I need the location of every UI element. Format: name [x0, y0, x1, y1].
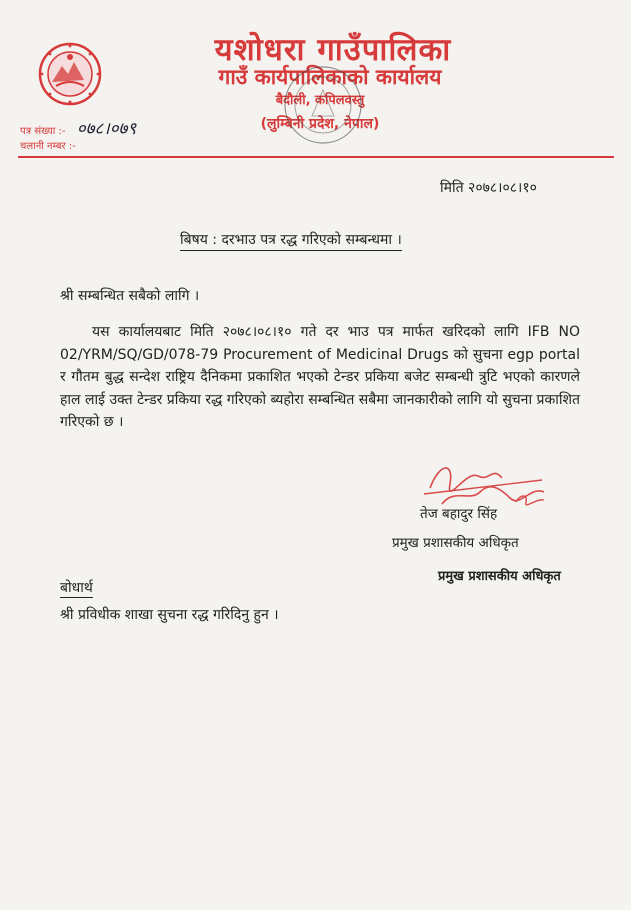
reference-number: [20, 116, 136, 139]
letter-date: मिति २०७८।०८।१०: [440, 180, 537, 196]
signer-title: प्रमुख प्रशासकीय अधिकृत: [392, 535, 519, 551]
dispatch-number: [20, 138, 76, 152]
municipality-name: यशोधरा गाउँपालिका: [214, 32, 452, 68]
cc-recipient: श्री प्रविधीक शाखा सुचना रद्ध गरिदिनु हुन ।: [60, 607, 279, 623]
cc-heading: बोधार्थ: [60, 580, 93, 596]
reference-number-label: पत्र संख्या :-: [20, 126, 66, 137]
office-place: बैदौली, कपिलवस्तु: [275, 93, 365, 108]
letter-subject: बिषय : दरभाउ पत्र रद्ध गरिएको सम्बन्धमा ।: [180, 230, 402, 251]
designation-stamp: प्रमुख प्रशासकीय अधिकृत: [438, 569, 561, 584]
signer-name: तेज बहादुर सिंह: [420, 506, 498, 522]
letter-salutation: श्री सम्बन्धित सबैको लागि ।: [60, 288, 200, 304]
letter-body: यस कार्यालयबाट मिति २०७८।०८।१० गते दर भाउ पत्र मार्फत खरिदको लागि IFB NO 02/YRM/SQ/GD/078-79 Procurement of Medicinal Drugs को सुचना egp portal र गौतम बुद्ध सन्देश राष्ट्रिय दैनिकमा प्रकाशित भएको टेन्डर प्रकिया बजेट सम्बन्धी त्रुटि भएको कारणले हाल लाई उक्त टेन्डर प्रकिया रद्ध गरिएको ब्यहोरा सम्बन्धित सबैमा जानकारीको लागि यो सुचना प्रकाशित गरिएको छ ।: [60, 324, 580, 431]
reference-number-value: ०७८।०७९: [76, 119, 137, 139]
office-seal-icon: [282, 64, 364, 146]
dispatch-number-label: चलानी नम्बर :-: [20, 141, 76, 152]
municipality-emblem-icon: [38, 42, 102, 106]
letterhead-divider: [18, 156, 614, 158]
office-province: (लुम्बिनी प्रदेश, नेपाल): [260, 116, 380, 132]
office-name: गाउँ कार्यपालिकाको कार्यालय: [218, 65, 442, 89]
